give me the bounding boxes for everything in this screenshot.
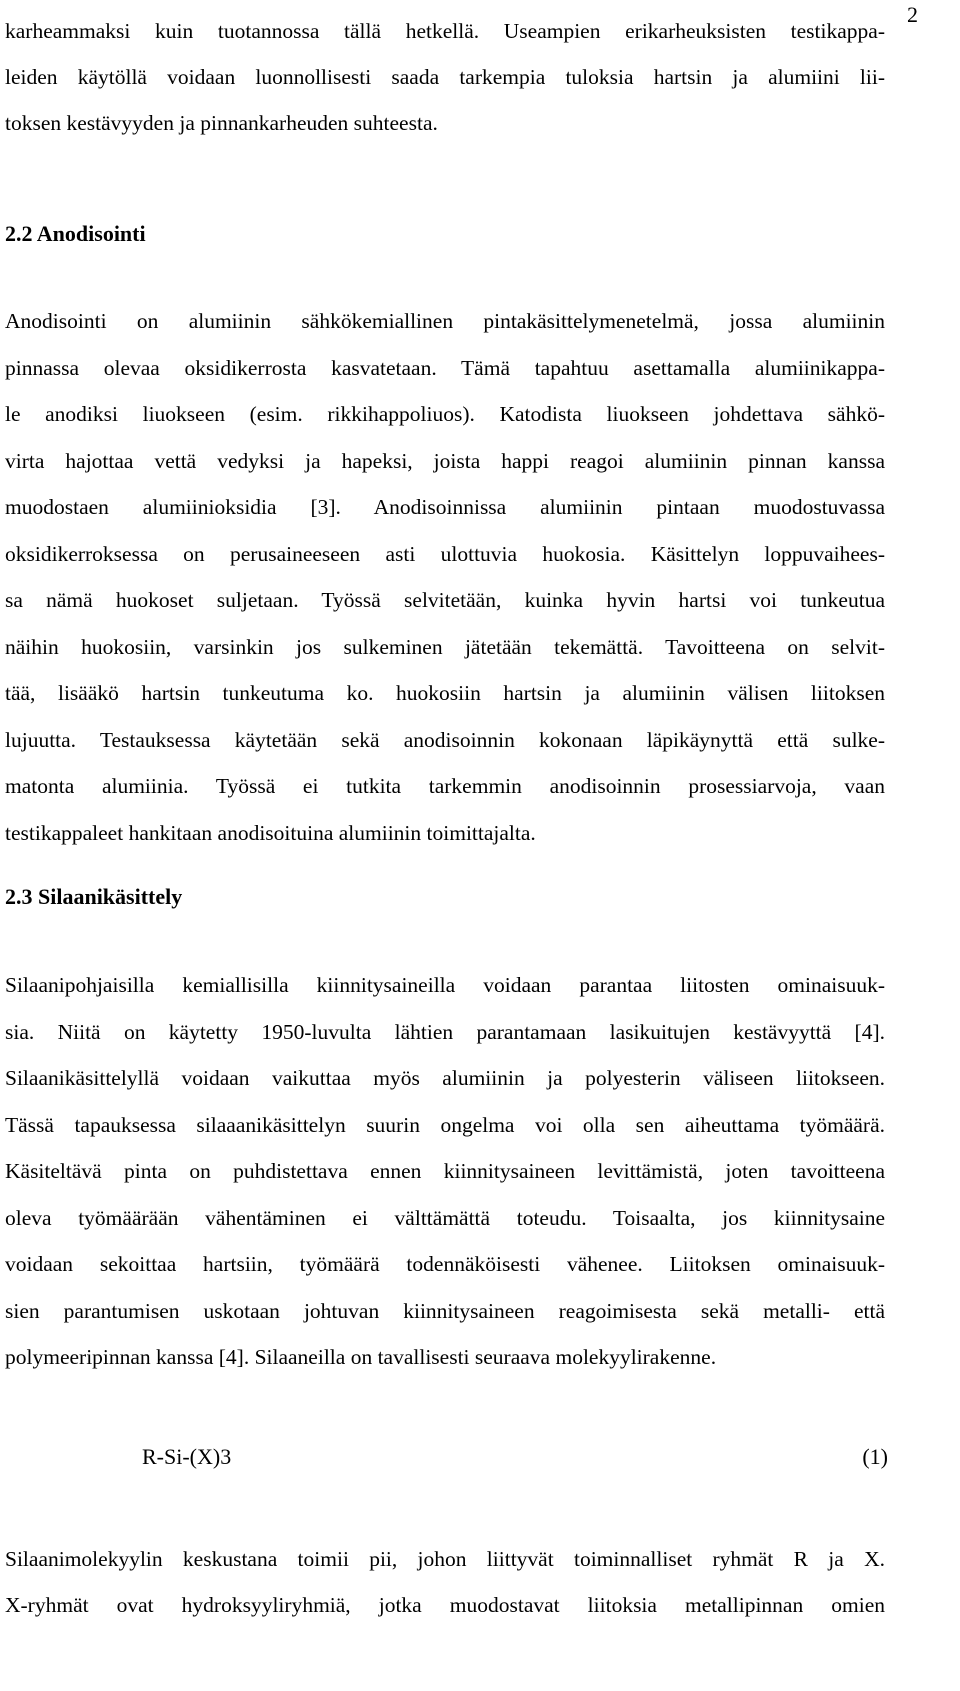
text-line: matonta alumiinia. Työssä ei tutkita tarkemmin anodisoinnin prosessiarvoja, vaan <box>5 774 885 798</box>
text-line: Tässä tapauksessa silaaanikäsittelyn suurin ongelma voi olla sen aiheuttama työmäärä. <box>5 1112 885 1137</box>
text-line: toksen kestävyyden ja pinnankarheuden suhteesta. <box>5 111 438 135</box>
text-line: testikappaleet hankitaan anodisoituina alumiinin toimittajalta. <box>5 820 536 845</box>
text-line: oleva työmäärään vähentäminen ei välttämättä toteudu. Toisaalta, jos kiinnitysaine <box>5 1205 885 1230</box>
text-line: sa nämä huokoset suljetaan. Työssä selvitetään, kuinka hyvin hartsi voi tunkeutua <box>5 588 885 612</box>
text-line: muodostaen alumiinioksidia [3]. Anodisoinnissa alumiinin pintaan muodostuvassa <box>5 495 885 519</box>
text-line: tää, lisääkö hartsin tunkeutuma ko. huokosiin hartsin ja alumiinin välisen liitoksen <box>5 681 885 705</box>
text-line: Silaanimolekyylin keskustana toimii pii, johon liittyvät toiminnalliset ryhmät R ja X. <box>5 1547 885 1571</box>
equation-formula: R-Si-(X)3 <box>142 1444 232 1469</box>
section-2-2-heading: 2.2 Anodisointi <box>5 221 146 246</box>
text-line: Silaanipohjaisilla kemiallisilla kiinnitysaineilla voidaan parantaa liitosten ominaisuuk- <box>5 973 885 997</box>
text-line: sia. Niitä on käytetty 1950-luvulta lähtien parantamaan lasikuitujen kestävyyttä [4]. <box>5 1019 885 1044</box>
section-2-3-heading: 2.3 Silaanikäsittely <box>5 884 183 909</box>
text-line: lujuutta. Testauksessa käytetään sekä anodisoinnin kokonaan läpikäynyttä että sulke- <box>5 727 885 752</box>
text-line: polymeeripinnan kanssa [4]. Silaaneilla on tavallisesti seuraava molekyylirakenne. <box>5 1345 717 1369</box>
text-line: pinnassa olevaa oksidikerrosta kasvatetaan. Tämä tapahtuu asettamalla alumiinikappa- <box>5 355 885 380</box>
text-line: le anodiksi liuokseen (esim. rikkihappoliuos). Katodista liuokseen johdettava sähkö- <box>5 402 885 426</box>
equation-number: (1) <box>862 1444 888 1469</box>
text-line: X-ryhmät ovat hydroksyyliryhmiä, jotka muodostavat liitoksia metallipinnan omien <box>5 1593 885 1617</box>
text-line: Silaanikäsittelyllä voidaan vaikuttaa myös alumiinin ja polyesterin väliseen liitokseen. <box>5 1066 885 1090</box>
text-line: Anodisointi on alumiinin sähkökemiallinen pintakäsittelymenetelmä, jossa alumiinin <box>5 309 885 333</box>
text-line: näihin huokosiin, varsinkin jos sulkeminen jätetään tekemättä. Tavoitteena on selvit- <box>5 634 885 659</box>
text-line: Käsiteltävä pinta on puhdistettava ennen kiinnitysaineen levittämistä, joten tavoitteena <box>5 1159 885 1183</box>
page-number: 2 <box>907 2 918 27</box>
text-line: virta hajottaa vettä vedyksi ja hapeksi, joista happi reagoi alumiinin pinnan kanssa <box>5 448 885 473</box>
text-line: voidaan sekoittaa hartsiin, työmäärä todennäköisesti vähenee. Liitoksen ominaisuuk- <box>5 1252 885 1276</box>
text-line: sien parantumisen uskotaan johtuvan kiinnitysaineen reagoimisesta sekä metalli- että <box>5 1298 885 1323</box>
text-line: oksidikerroksessa on perusaineeseen asti ulottuvia huokosia. Käsittelyn loppuvaihees- <box>5 541 885 566</box>
text-line: karheammaksi kuin tuotannossa tällä hetkellä. Useampien erikarheuksisten testikappa- <box>5 19 885 43</box>
text-line: leiden käytöllä voidaan luonnollisesti saada tarkempia tuloksia hartsin ja alumiini lii- <box>5 65 885 89</box>
